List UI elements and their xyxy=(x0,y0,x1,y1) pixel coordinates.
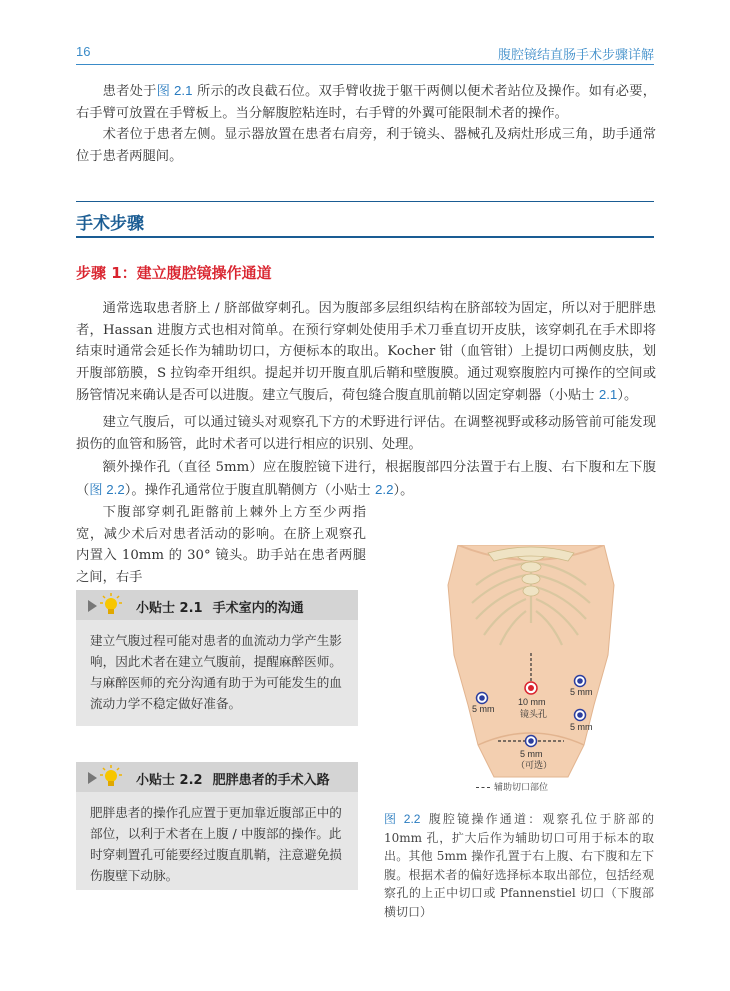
step-1-paragraph-1: 通常选取患者脐上 / 脐部做穿刺孔。因为腹部多层组织结构在脐部较为固定，所以对于肥胖患者，Hassan 进腹方式也相对简单。在预行穿刺处使用手术刀垂直切开皮肤，该穿刺孔在手术即将结束时通常会延长作为辅助切口，方便标本的取出。Kocher 钳（血管钳）上提切口两侧皮肤，划开腹部筋膜，S 拉钩牵开组织。提起并切开腹直肌后鞘和壁腹膜。通过观察腹腔内可操作的空间或肠管情况来确认是否可以进腹。建立气腹后，荷包缝合腹直肌前鞘以固定穿刺器（小贴士 2.1）。 xyxy=(76,301,656,403)
tip-header xyxy=(76,762,358,792)
label-port-right-lower: 5 mm xyxy=(570,722,593,732)
port-optional xyxy=(526,736,537,747)
tip-box-2-1 xyxy=(76,590,358,726)
section-top-rule xyxy=(76,201,654,202)
tip-ref-2-1[interactable]: 2.1 xyxy=(598,387,618,402)
tip-label: 小贴士 2.2 肥胖患者的手术入路 xyxy=(136,773,330,788)
port-left xyxy=(477,693,488,704)
section-rule xyxy=(76,236,654,238)
figure-ref-2-1[interactable]: 图 2.1 xyxy=(156,83,193,98)
step-1-paragraph-4: 下腹部穿刺孔距髂前上棘外上方至少两指宽，减少术后对患者活动的影响。在脐上观察孔内置入 10mm 的 30° 镜头。助手站在患者两腿之间，右手 xyxy=(76,505,366,585)
label-port-left: 5 mm xyxy=(472,704,495,714)
figure-caption: 图 2.2 腹腔镜操作通道：观察孔位于脐部的 10mm 孔，扩大后作为辅助切口可用于标本的取出。其他 5mm 操作孔置于右上腹、右下腹和左下腹。根据术者的偏好选择标本取出部位，包括经观察孔的上正中切口或 Pfannenstiel 切口（下腹部横切口） xyxy=(384,812,654,919)
arrow-icon xyxy=(88,772,97,784)
intro-paragraph-1: 患者处于图 2.1 所示的改良截石位。双手臂收拢于躯干两侧以便术者站位及操作。如有必要，右手臂可放置在手臂板上。当分解腹腔粘连时，右手臂的外翼可能限制术者的操作。 xyxy=(76,83,656,121)
label-optional: （可选） xyxy=(516,760,553,770)
port-right-lower xyxy=(575,710,586,721)
port-camera xyxy=(525,682,537,694)
port-right-upper xyxy=(575,676,586,687)
label-camera-size: 10 mm xyxy=(518,697,546,707)
tip-header xyxy=(76,590,358,620)
tip-body: 建立气腹过程可能对患者的血流动力学产生影响，因此术者在建立气腹前，提醒麻醉医师。与麻醉医师的充分沟通有助于为可能发生的血流动力学不稳定做好准备。 xyxy=(90,633,342,711)
intro-paragraph-2: 术者位于患者左侧。显示器放置在患者右肩旁，利于镜头、器械孔及病灶形成三角，助手通常位于患者两腿间。 xyxy=(76,127,656,164)
tip-ref-2-2[interactable]: 2.2 xyxy=(375,481,394,497)
label-camera: 镜头孔 xyxy=(520,709,548,719)
abdomen-port-illustration xyxy=(418,545,644,789)
step-1-paragraph-2: 建立气腹后，可以通过镜头对观察孔下方的术野进行评估。在调整视野或移动肠管前可能发现损伤的血管和肠管，此时术者可以进行相应的识别、处理。 xyxy=(76,415,656,452)
section-title: 手术步骤 xyxy=(76,214,144,234)
running-header-title: 腹腔镜结直肠手术步骤详解 xyxy=(497,48,654,63)
tip-label: 小贴士 2.1 手术室内的沟通 xyxy=(136,601,304,616)
step-1-title: 步骤 1：建立腹腔镜操作通道 xyxy=(76,264,272,282)
lightbulb-icon xyxy=(98,764,124,790)
lightbulb-icon xyxy=(98,592,124,618)
figure-legend: 辅助切口部位 xyxy=(476,780,548,793)
page-number: 16 xyxy=(76,44,91,59)
label-port-right-upper: 5 mm xyxy=(570,687,593,697)
tip-box-2-2 xyxy=(76,762,358,890)
figure-ref-2-2[interactable]: 图 2.2 xyxy=(89,481,125,497)
tip-body: 肥胖患者的操作孔应置于更加靠近腹部正中的部位，以利于术者在上腹 / 中腹部的操作。此时穿刺置孔可能要经过腹直肌鞘，注意避免损伤腹壁下动脉。 xyxy=(90,805,342,883)
step-1-paragraph-3: 额外操作孔（直径 5mm）应在腹腔镜下进行，根据腹部四分法置于右上腹、右下腹和左下腹（图 2.2）。操作孔通常位于腹直肌鞘侧方（小贴士 2.2）。 xyxy=(76,460,656,498)
label-optional-size: 5 mm xyxy=(520,749,543,759)
header-rule xyxy=(76,64,654,65)
dashed-line-icon xyxy=(476,787,490,788)
arrow-icon xyxy=(88,600,97,612)
